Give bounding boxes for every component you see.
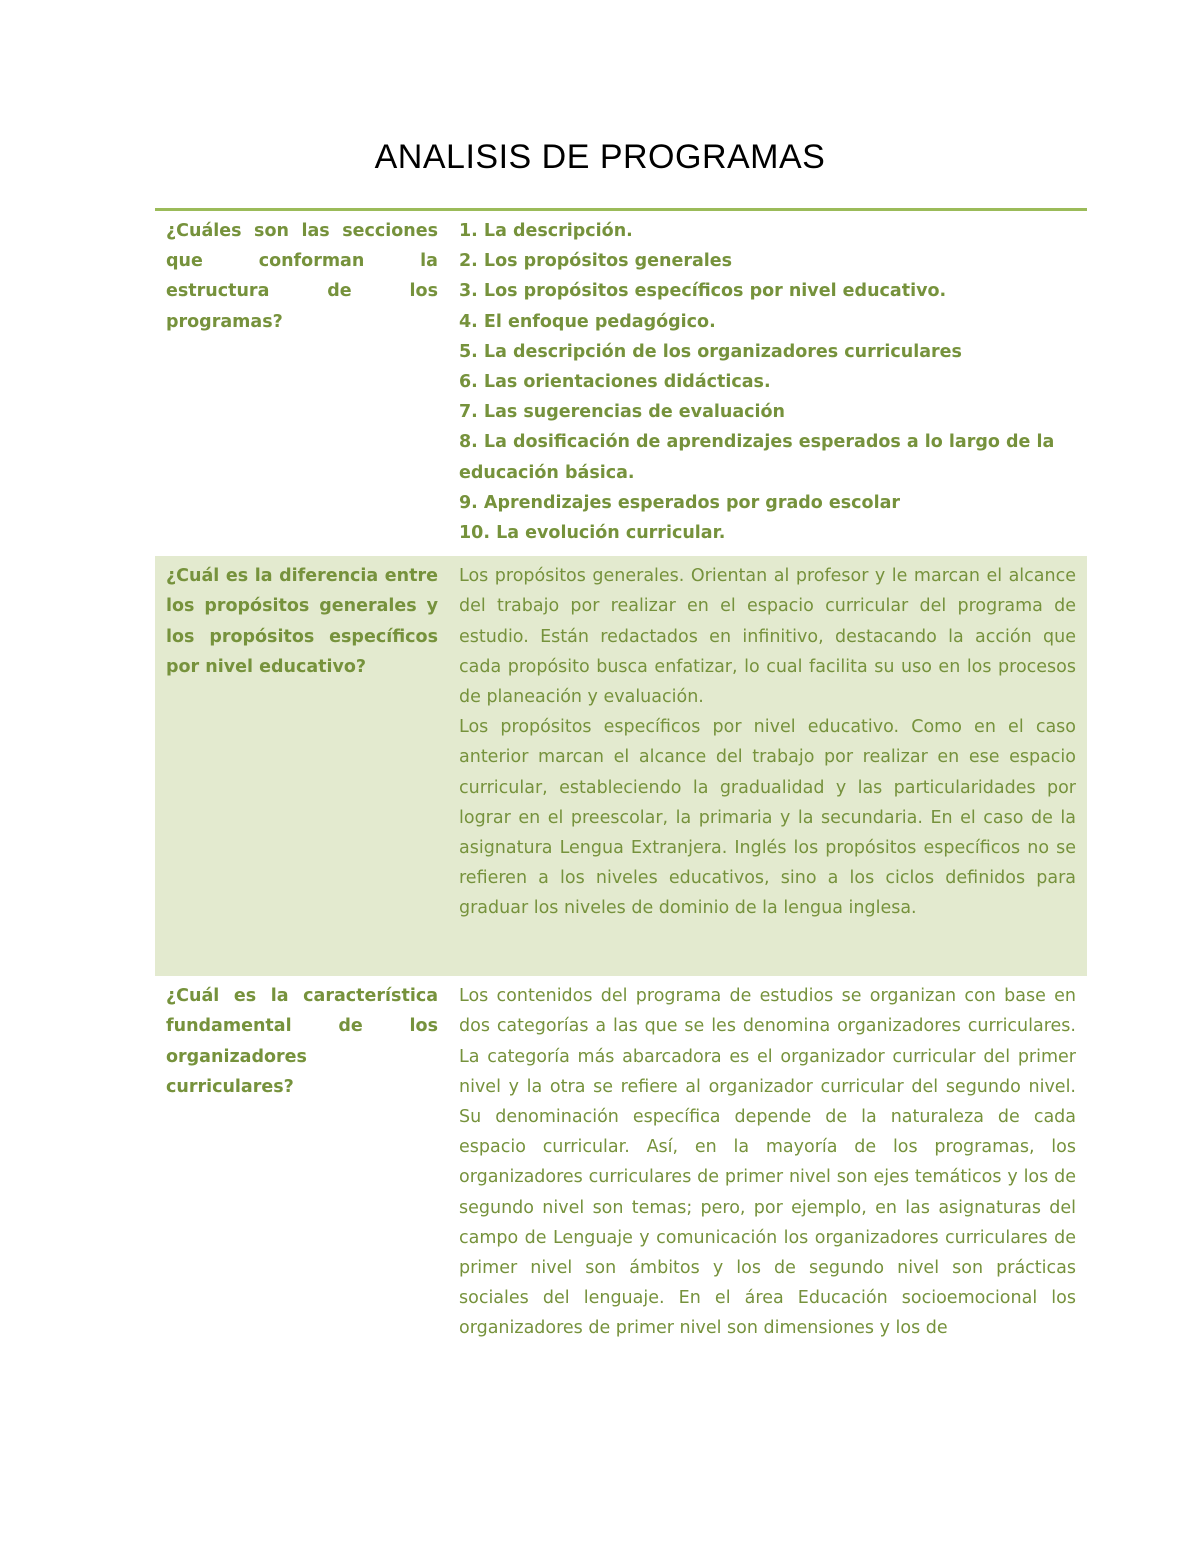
question-cell: ¿Cuál es la característica fundamental de los organizadores curriculares? bbox=[166, 986, 438, 1097]
answer-cell bbox=[438, 556, 1087, 976]
list-item: 10. La evolución curricular. bbox=[459, 523, 726, 544]
answer-cell bbox=[438, 211, 1087, 556]
answer-paragraph: Los contenidos del programa de estudios se organizan con base en dos categorías a las que se les denomina organizadores curriculares. La categoría más abarcadora es el organizador curricular del primer nivel y la otra se refiere al organizador curricular del segundo nivel. Su denominación específica depende de la naturaleza de cada espacio curricular. Así, en la mayoría de los programas, los organizadores curriculares de primer nivel son ejes temáticos y los de segundo nivel son temas; pero, por ejemplo, en las asignaturas del campo de Lenguaje y comunicación los organizadores curriculares de primer nivel son ámbitos y los de segundo nivel son prácticas sociales del lenguaje. En el área Educación socioemocional los organizadores de primer nivel son dimensiones y los de bbox=[459, 986, 1076, 1339]
list-item: 3. Los propósitos específicos por nivel educativo. bbox=[459, 281, 947, 302]
answer-paragraph: Los propósitos específicos por nivel educativo. Como en el caso anterior marcan el alcance del trabajo por realizar en ese espacio curricular, estableciendo la gradualidad y las particularidades por lograr en el preescolar, la primaria y la secundaria. En el caso de la asignatura Lengua Extranjera. Inglés los propósitos específicos no se refieren a los niveles educativos, sino a los ciclos definidos para graduar los niveles de dominio de la lengua inglesa. bbox=[459, 717, 1076, 919]
list-item: 8. La dosificación de aprendizajes esperados a lo largo de la educación básica. bbox=[459, 432, 1055, 483]
document-title: ANALISIS DE PROGRAMAS bbox=[374, 138, 826, 176]
question-cell: ¿Cuál es la diferencia entre los propósitos generales y los propósitos específicos por nivel educativo? bbox=[166, 566, 438, 677]
list-item: 5. La descripción de los organizadores curriculares bbox=[459, 341, 962, 362]
table-row bbox=[155, 556, 1087, 976]
question-cell: ¿Cuáles son las secciones que conforman la estructura de los programas? bbox=[166, 221, 438, 332]
table-row bbox=[155, 211, 1087, 556]
table-row bbox=[155, 976, 1087, 1351]
list-item: 9. Aprendizajes esperados por grado escolar bbox=[459, 492, 901, 513]
list-item: 6. Las orientaciones didácticas. bbox=[459, 372, 771, 393]
answer-paragraph: Los propósitos generales. Orientan al profesor y le marcan el alcance del trabajo por realizar en el espacio curricular del programa de estudio. Están redactados en infinitivo, destacando la acción que cada propósito busca enfatizar, lo cual facilita su uso en los procesos de planeación y evaluación. bbox=[459, 566, 1076, 708]
list-item: 1. La descripción. bbox=[459, 221, 633, 241]
answer-cell bbox=[438, 976, 1087, 1351]
list-item: 7. Las sugerencias de evaluación bbox=[459, 402, 785, 423]
list-item: 4. El enfoque pedagógico. bbox=[459, 311, 716, 332]
analysis-table bbox=[155, 208, 1087, 1352]
list-item: 2. Los propósitos generales bbox=[459, 251, 733, 272]
